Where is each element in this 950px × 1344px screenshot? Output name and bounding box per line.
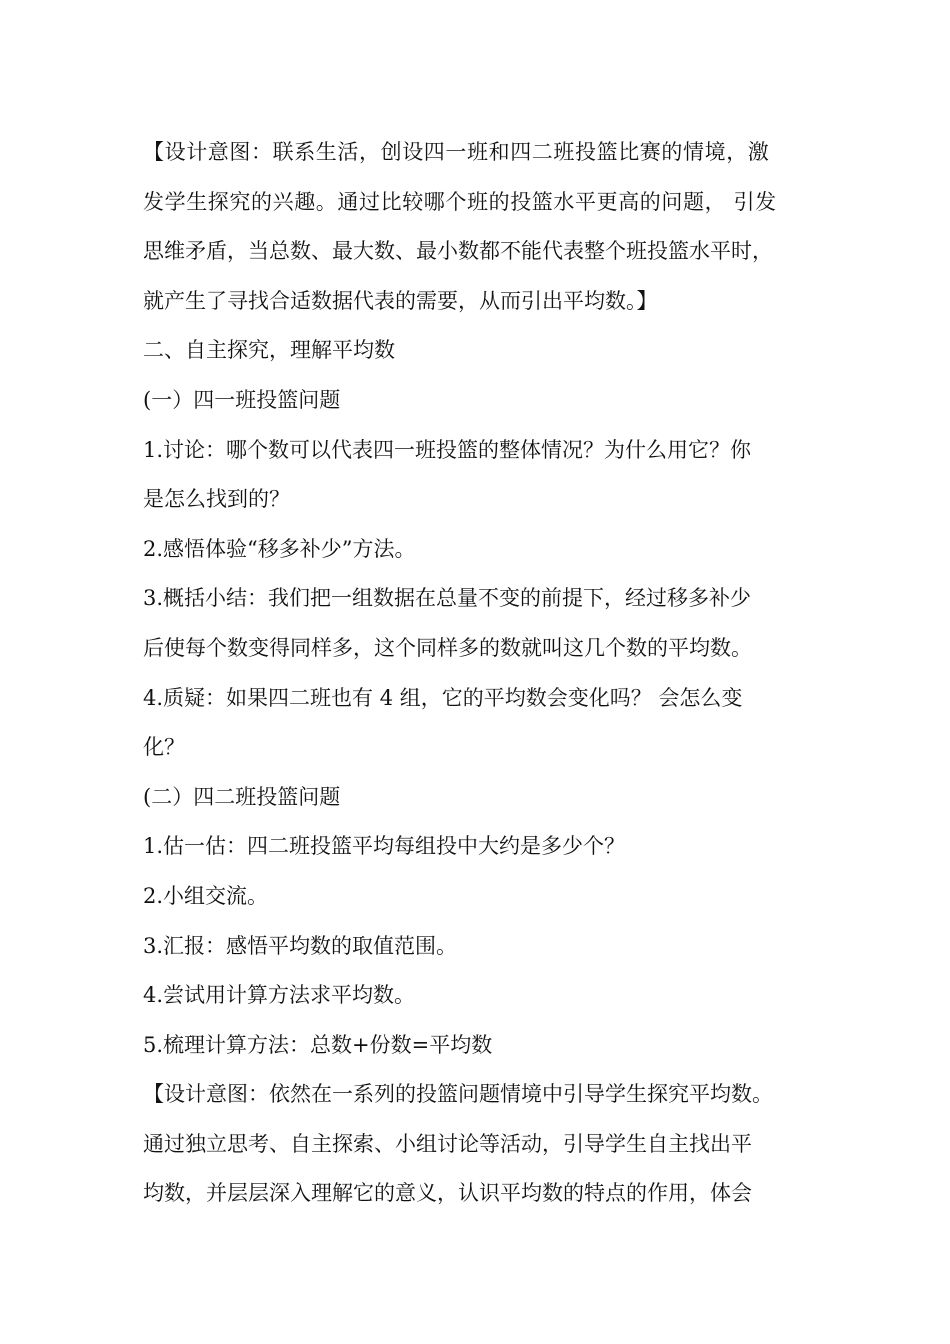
list-item-1-line-2: 是怎么找到的？ (143, 487, 290, 512)
section-heading-2: 二、自主探究，理解平均数 (143, 338, 395, 363)
design-intent-2-line-2: 通过独立思考、自主探索、小组讨论等活动，引导学生自主找出平 (143, 1131, 752, 1156)
design-intent-1-line-1: 【设计意图：联系生活，创设四一班和四二班投篮比赛的情境，激 (143, 140, 770, 164)
list-item-4-line-2: 化？ (143, 735, 185, 760)
subsection-heading-2: (二）四二班投篮问题 (143, 784, 341, 809)
list-item-2: 2.感悟体验“移多补少”方法。 (143, 536, 416, 561)
list-item-1-line-1: 1.讨论：哪个数可以代表四一班投篮的整体情况？为什么用它？你 (143, 437, 752, 462)
design-intent-1-line-2: 发学生探究的兴趣。通过比较哪个班的投篮水平更高的问题， 引发 (143, 189, 777, 214)
list-item-3-line-1: 3.概括小结：我们把一组数据在总量不变的前提下，经过移多补少 (143, 586, 752, 611)
list-item-b5: 5.梳理计算方法：总数+份数=平均数 (143, 1032, 493, 1057)
design-intent-2-line-3: 均数，并层层深入理解它的意义，认识平均数的特点的作用，体会 (143, 1181, 752, 1206)
list-item-4-line-1: 4.质疑：如果四二班也有 4 组，它的平均数会变化吗？ 会怎么变 (143, 685, 743, 710)
list-item-b3: 3.汇报：感悟平均数的取值范围。 (143, 933, 458, 958)
design-intent-1-line-3: 思维矛盾，当总数、最大数、最小数都不能代表整个班投篮水平时， (143, 239, 773, 264)
list-item-b2: 2.小组交流。 (143, 883, 269, 908)
design-intent-2-line-1: 【设计意图：依然在一系列的投篮问题情境中引导学生探究平均数。 (143, 1082, 773, 1107)
subsection-heading-1: (一）四一班投篮问题 (143, 387, 341, 412)
list-item-3-line-2: 后使每个数变得同样多，这个同样多的数就叫这几个数的平均数。 (143, 635, 752, 660)
list-item-b1: 1.估一估：四二班投篮平均每组投中大约是多少个？ (143, 834, 626, 859)
design-intent-1-line-4: 就产生了寻找合适数据代表的需要，从而引出平均数。】 (143, 288, 658, 313)
document-body (143, 128, 833, 1219)
list-item-b4: 4.尝试用计算方法求平均数。 (143, 983, 416, 1008)
